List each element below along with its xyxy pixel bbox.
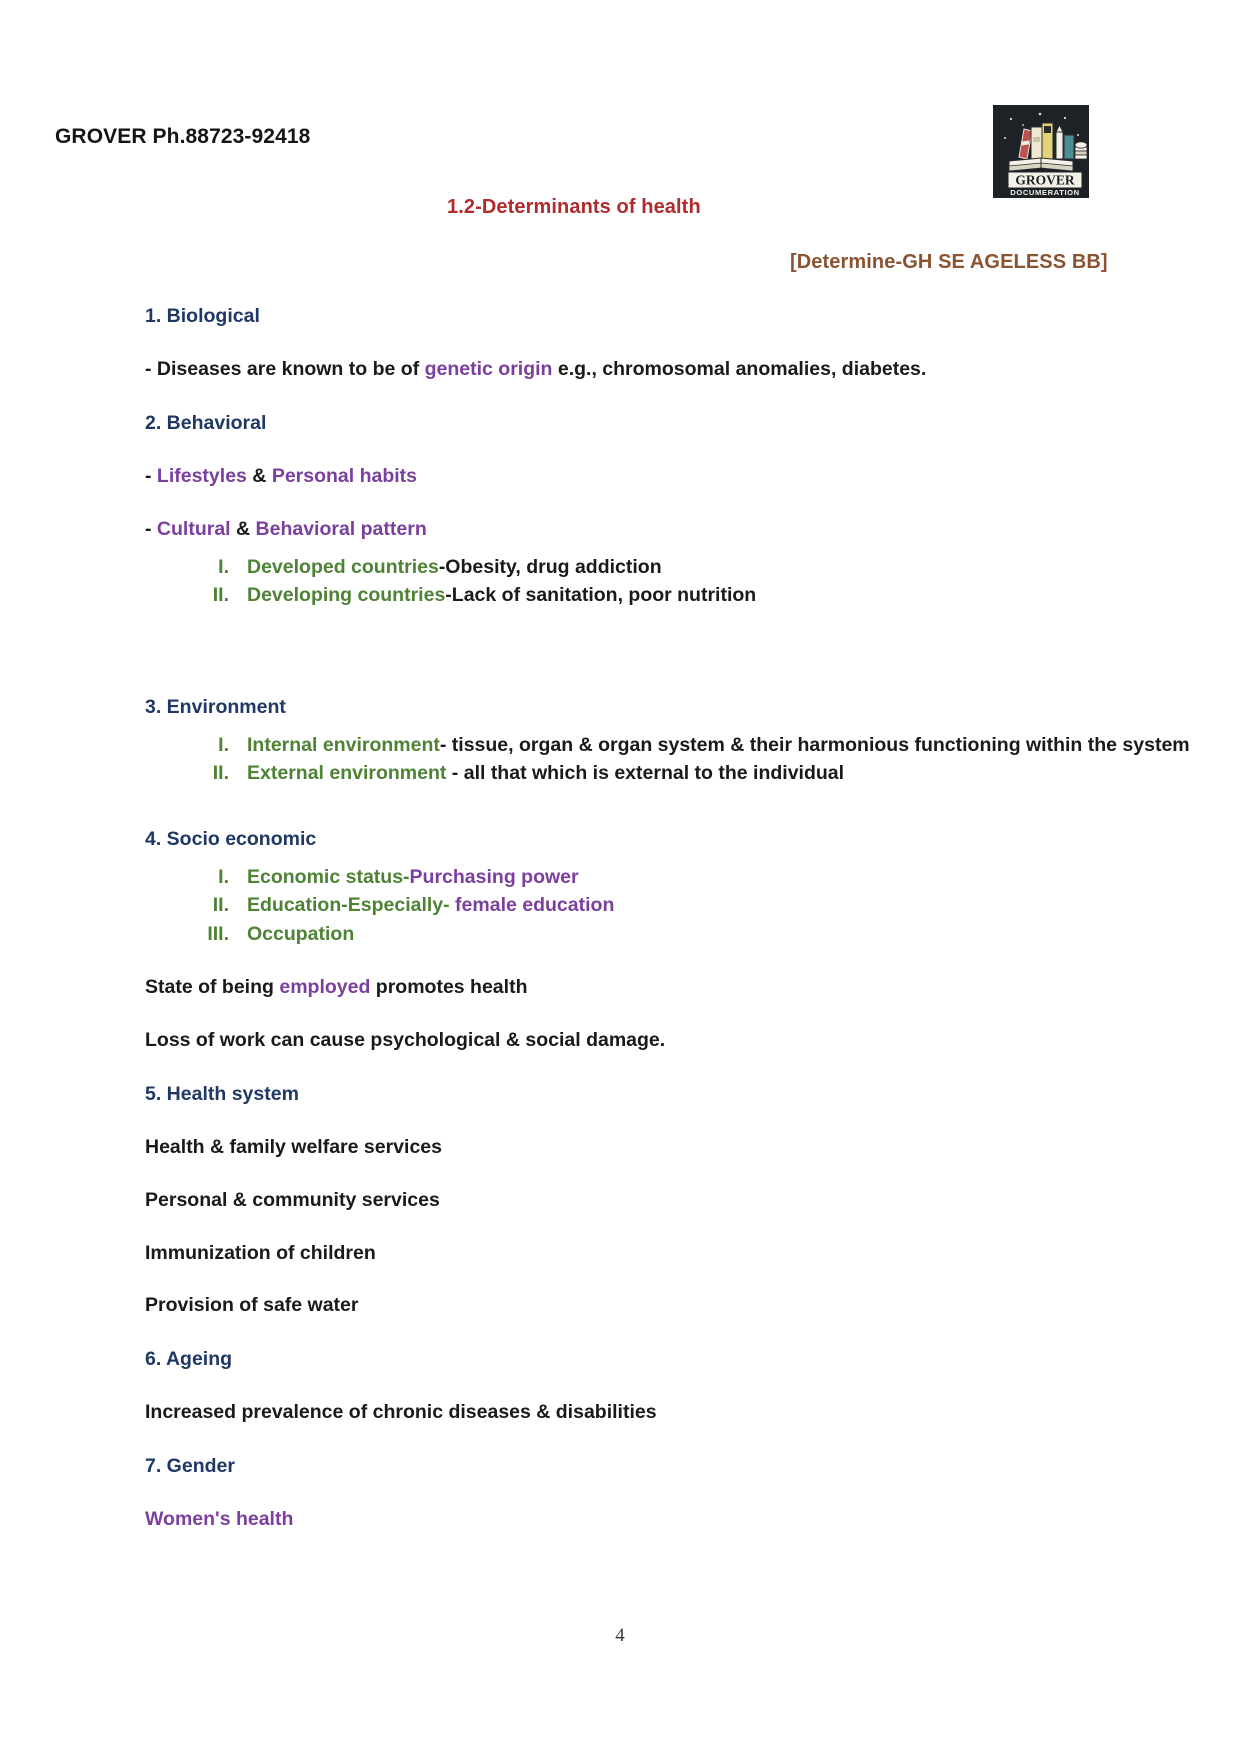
purchasing-power-term: Purchasing power bbox=[409, 866, 579, 889]
list-item bbox=[185, 892, 1240, 918]
title-block bbox=[0, 195, 1240, 275]
section-heading-ageing: 6. Ageing bbox=[145, 1348, 233, 1371]
developing-countries-term: Developing countries bbox=[247, 584, 446, 607]
internal-environment-term: Internal environment bbox=[247, 734, 440, 757]
section-heading-socio-economic: 4. Socio economic bbox=[145, 828, 317, 851]
logo-tagline-text: DOCUMERATION bbox=[1010, 188, 1080, 197]
health-system-line-1: Health & family welfare services bbox=[145, 1135, 442, 1158]
list-item bbox=[185, 760, 1240, 786]
external-environment-term: External environment bbox=[247, 762, 447, 785]
employment-text-1: State of being bbox=[145, 975, 280, 998]
mnemonic-note: [Determine-GH SE AGELESS BB] bbox=[790, 250, 1108, 273]
grover-logo bbox=[993, 105, 1089, 198]
page-title: 1.2-Determinants of health bbox=[447, 196, 701, 218]
document-body bbox=[0, 195, 1240, 1532]
behavioral-dash-1: - bbox=[145, 465, 157, 488]
cultural-term: Cultural bbox=[156, 518, 231, 540]
logo-brand-text: GROVER bbox=[1015, 172, 1075, 188]
developed-countries-term: Developed countries bbox=[247, 555, 439, 578]
womens-health-term: Women's health bbox=[145, 1508, 294, 1531]
section-heading-health-system: 5. Health system bbox=[145, 1082, 299, 1105]
section-spacer bbox=[0, 610, 1240, 666]
employed-term: employed bbox=[279, 975, 371, 998]
internal-environment-detail: - tissue, organ & organ system & their harmonious functioning within the system bbox=[439, 734, 1190, 757]
genetic-origin-term: genetic origin bbox=[424, 358, 553, 381]
section-heading-behavioral: 2. Behavioral bbox=[145, 412, 267, 435]
behavioral-country-list bbox=[0, 554, 1240, 608]
loss-of-work-line: Loss of work can cause psychological & social damage. bbox=[145, 1028, 666, 1051]
page-header bbox=[0, 105, 1240, 205]
biological-text-2: e.g., chromosomal anomalies, diabetes. bbox=[552, 358, 927, 381]
page-number: 4 bbox=[615, 1625, 625, 1646]
developing-countries-detail: -Lack of sanitation, poor nutrition bbox=[445, 584, 757, 607]
section-heading-biological: 1. Biological bbox=[145, 305, 260, 328]
behavioral-detail-2 bbox=[0, 517, 1240, 542]
ageing-detail: Increased prevalence of chronic diseases & disabilities bbox=[145, 1401, 657, 1424]
section-heading-gender: 7. Gender bbox=[145, 1455, 235, 1478]
biological-detail bbox=[0, 357, 1240, 382]
external-environment-detail: - all that which is external to the individual bbox=[446, 762, 845, 785]
logo-books-icon bbox=[993, 105, 1089, 198]
header-title: GROVER Ph.88723-92418 bbox=[55, 125, 311, 148]
section-heading-environment: 3. Environment bbox=[145, 696, 286, 719]
behavioral-dash-2: - bbox=[145, 518, 157, 540]
list-item bbox=[185, 582, 1240, 608]
behavioral-detail-1 bbox=[0, 464, 1240, 489]
lifestyles-term: Lifestyles bbox=[156, 465, 247, 488]
employment-line bbox=[0, 975, 1240, 1000]
health-system-line-3: Immunization of children bbox=[145, 1241, 376, 1264]
developed-countries-detail: -Obesity, drug addiction bbox=[438, 555, 662, 578]
employment-text-2: promotes health bbox=[370, 975, 528, 998]
occupation-term: Occupation bbox=[247, 922, 355, 945]
personal-habits-term: Personal habits bbox=[271, 465, 418, 488]
section-spacer bbox=[0, 788, 1240, 798]
socio-economic-list bbox=[0, 864, 1240, 946]
economic-status-term: Economic status- bbox=[247, 866, 410, 889]
health-system-line-4: Provision of safe water bbox=[145, 1294, 359, 1317]
behavioral-amp-2: & bbox=[230, 518, 256, 540]
biological-text-1: - Diseases are known to be of bbox=[145, 358, 425, 381]
list-item bbox=[185, 921, 1240, 947]
list-item bbox=[185, 732, 1240, 758]
list-item bbox=[185, 554, 1240, 580]
environment-list bbox=[0, 732, 1240, 786]
education-term: Education-Especially- bbox=[247, 894, 450, 917]
list-item bbox=[185, 864, 1240, 890]
health-system-line-2: Personal & community services bbox=[145, 1188, 440, 1211]
female-education-term: female education bbox=[449, 894, 615, 917]
behavioral-amp-1: & bbox=[246, 465, 272, 488]
behavioral-pattern-term: Behavioral pattern bbox=[255, 518, 427, 540]
